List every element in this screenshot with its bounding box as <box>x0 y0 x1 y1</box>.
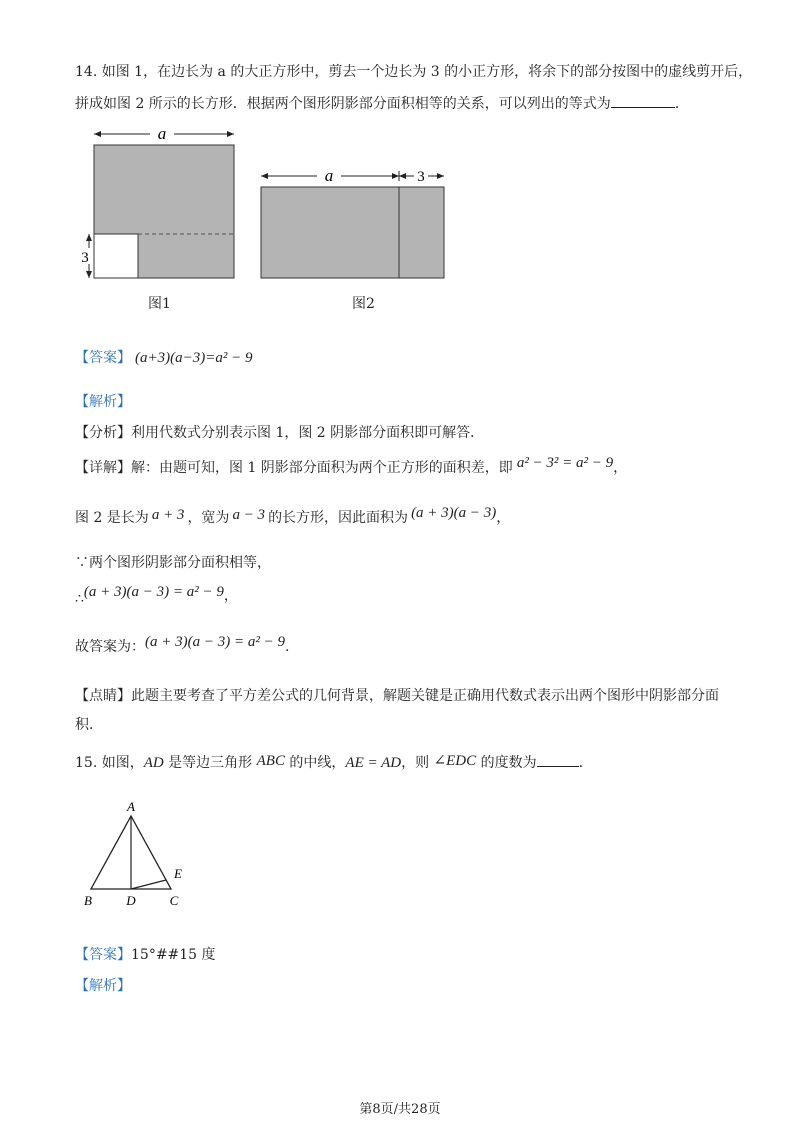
q14-xiangjie1-math: a² − 3² = a² − 9 <box>516 455 614 471</box>
q14-final-text: 故答案为： <box>75 639 145 655</box>
q15-math-ae: AE = AD <box>345 755 402 771</box>
q15-analysis-tag: 【解析】 <box>75 978 131 994</box>
q14-fenxi-text: 利用代数式分别表示图 1，图 2 阴影部分面积即可解答． <box>131 425 485 441</box>
q14-therefore <box>75 586 238 606</box>
q14-xiangjie2-m3: (a + 3)(a − 3) <box>411 505 497 521</box>
q15-answer-blank <box>537 752 579 767</box>
q15-triangle-figure <box>78 798 198 910</box>
q14-xiangjie-2 <box>75 505 511 528</box>
fig2-caption: 图2 <box>352 296 375 312</box>
q14-analysis-tag: 【解析】 <box>75 394 131 410</box>
q14-dianjing-2: 积． <box>75 717 103 733</box>
q15-text-end: ． <box>578 755 593 771</box>
q14-xiangjie2-c: 的长方形，因此面积为 <box>268 510 409 526</box>
fig2-label-3: 3 <box>417 169 425 185</box>
q14-line2-text: 拼成如图 2 所示的长方形．根据两个图形阴影部分面积相等的关系，可以列出的等式为 <box>75 96 611 112</box>
q14-xiangjie2-m1: a + 3 <box>151 507 185 523</box>
q14-final-end: . <box>284 639 290 655</box>
q15-math-ad: AD <box>143 755 164 771</box>
q14-dianjing-tag: 【点睛】 <box>75 688 131 704</box>
q14-line2 <box>75 93 689 114</box>
fig1-caption: 图1 <box>148 296 171 312</box>
fig1-label-a: a <box>157 125 167 143</box>
q15-answer-text: 15°##15 度 <box>131 947 216 963</box>
q14-answer-tag: 【答案】 <box>75 350 131 366</box>
segment-de <box>131 880 166 889</box>
q14-fenxi <box>75 423 484 443</box>
q14-line1: 14. 如图 1，在边长为 a 的大正方形中，剪去一个边长为 3 的小正方形，将余下的部分按图中的虚线剪开后， <box>75 64 753 80</box>
q14-figure-1 <box>78 125 248 285</box>
q14-answer-blank <box>611 93 675 108</box>
q15-answer-tag: 【答案】 <box>75 947 131 963</box>
q15-text-e: 的度数为 <box>476 755 537 771</box>
point-d: D <box>126 893 136 908</box>
q15-text-c: 的中线， <box>284 755 346 771</box>
q14-figure-2 <box>255 162 455 284</box>
q14-therefore-end: ， <box>223 588 238 604</box>
q14-final <box>75 634 290 657</box>
q14-xiangjie2-a: 图 2 是长为 <box>75 510 149 526</box>
q15-text-d: ，则 <box>401 755 434 771</box>
point-c: C <box>169 893 179 908</box>
q14-fenxi-tag: 【分析】 <box>75 425 131 441</box>
fig2-label-a: a <box>324 166 334 185</box>
q14-therefore-math: (a + 3)(a − 3) = a² − 9 <box>83 584 224 600</box>
q15-math-abc: ABC <box>256 753 285 769</box>
q14-because: ∵两个图形阴影部分面积相等， <box>75 555 271 571</box>
page-footer: 第8页/共28页 <box>359 1102 441 1117</box>
q14-final-math: (a + 3)(a − 3) = a² − 9 <box>145 634 285 650</box>
fig1-label-3: 3 <box>81 250 89 266</box>
q15-text-b: 是等边三角形 <box>163 755 257 771</box>
q14-xiangjie2-m2: a − 3 <box>232 507 266 523</box>
q15-answer <box>75 945 216 965</box>
q14-xiangjie-tag: 【详解】 <box>75 460 131 476</box>
q15-math-edc: ∠EDC <box>433 753 477 769</box>
q14-xiangjie1-text: 解：由题可知，图 1 阴影部分面积为两个正方形的面积差，即 <box>131 460 513 476</box>
q14-xiangjie2-end: ， <box>496 510 511 526</box>
q15-text-a: 15. 如图， <box>75 755 144 771</box>
q14-xiangjie1-end: ， <box>613 460 628 476</box>
q14-xiangjie2-b: ，宽为 <box>187 510 230 526</box>
q14-therefore-symbol: ∴ <box>75 591 84 607</box>
fig2-rectangle <box>261 187 444 278</box>
fig1-small-square <box>94 234 138 278</box>
q14-dianjing-1 <box>75 686 719 706</box>
q14-answer <box>75 348 252 368</box>
point-e: E <box>174 866 182 881</box>
q14-answer-math: (a+3)(a−3)=a² − 9 <box>135 350 253 366</box>
q14-xiangjie-1 <box>75 455 628 478</box>
point-a: A <box>127 799 135 814</box>
point-b: B <box>84 893 92 908</box>
q14-dianjing1-text: 此题主要考查了平方差公式的几何背景，解题关键是正确用代数式表示出两个图形中阴影部分面 <box>131 688 719 704</box>
q15-question <box>75 752 593 773</box>
q14-line2-end: ． <box>674 96 689 112</box>
